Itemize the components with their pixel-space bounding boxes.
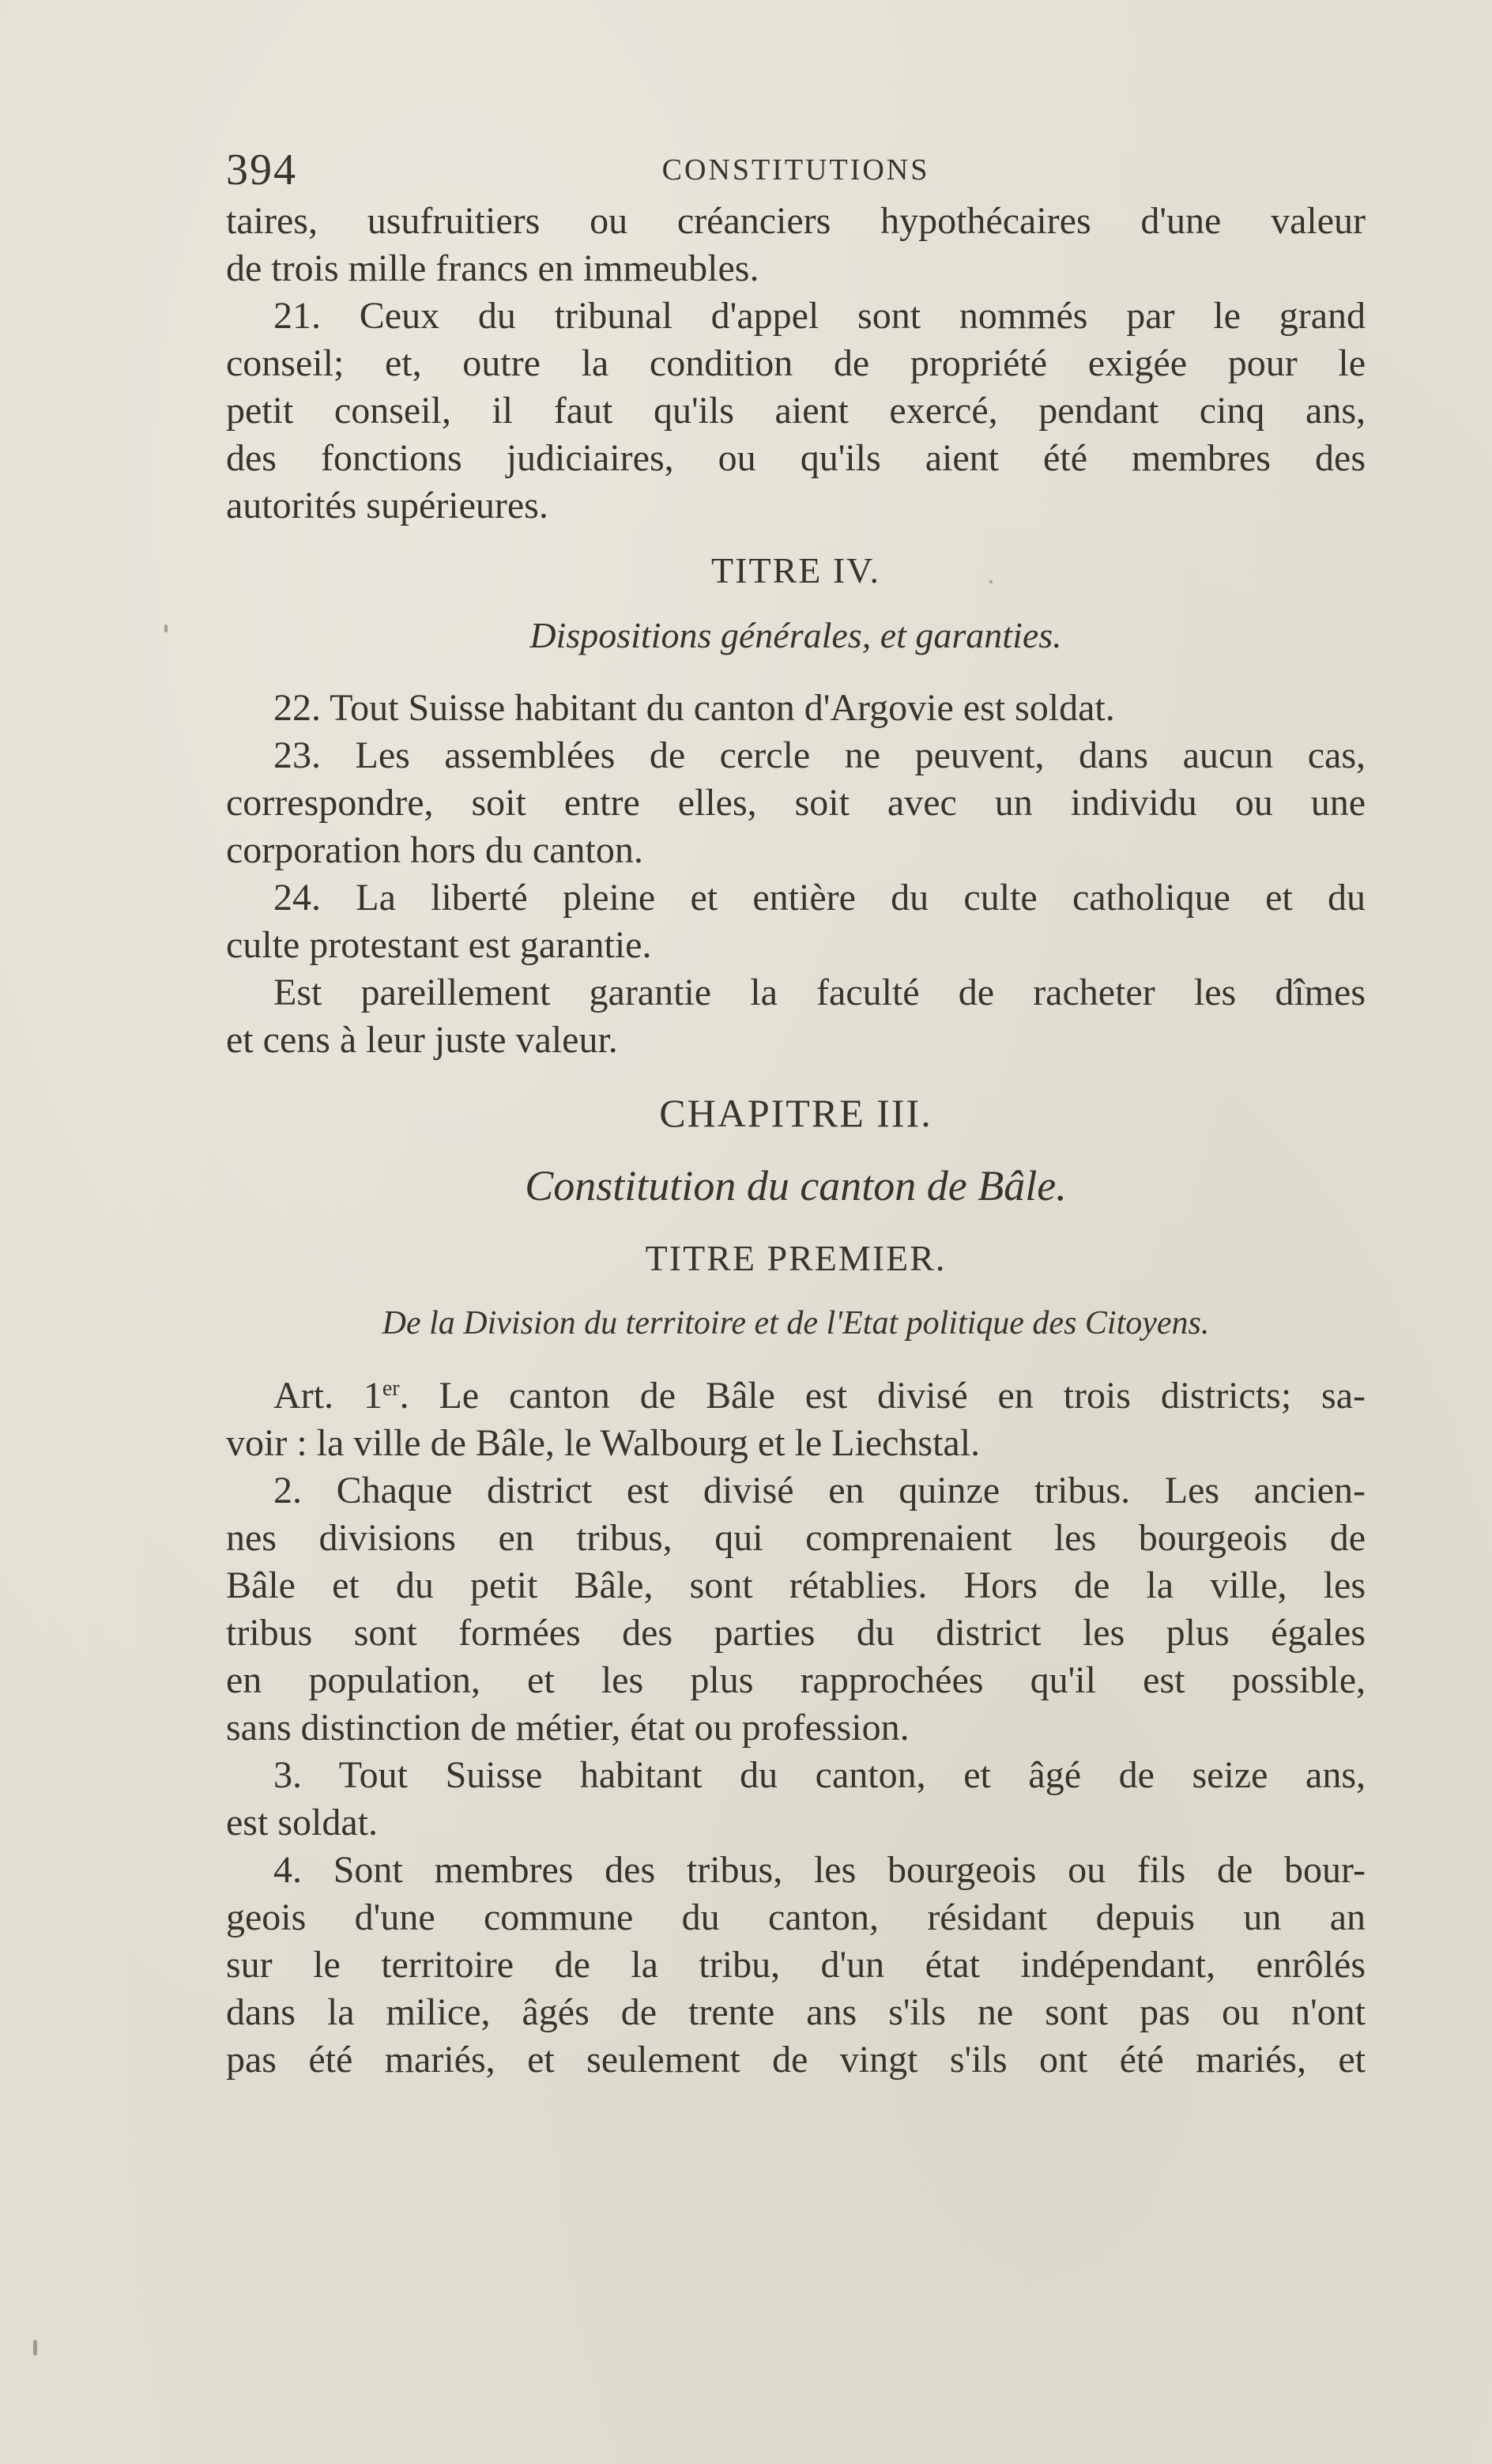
paper-speck	[33, 2340, 37, 2356]
text-line: pas été mariés, et seulement de vingt s'ils ont été mariés, et	[226, 2039, 1366, 2081]
text-line: 24. La liberté pleine et entière du culte catholique et du	[273, 877, 1366, 919]
section-heading: TITRE IV.	[711, 550, 880, 591]
section-heading: TITRE PREMIER.	[645, 1238, 947, 1278]
text-line: Est pareillement garantie la faculté de racheter les dîmes	[273, 972, 1366, 1013]
text-line: 4. Sont membres des tribus, les bourgeois ou fils de bour-	[273, 1849, 1366, 1891]
text-line: corporation hors du canton.	[226, 829, 643, 871]
text-line: taires, usufruitiers ou créanciers hypothécaires d'une valeur	[226, 200, 1366, 242]
text-line: de trois mille francs en immeubles.	[226, 247, 759, 289]
article-text: . Le canton de Bâle est divisé en trois districts; sa-	[399, 1375, 1366, 1417]
text-line: 2. Chaque district est divisé en quinze tribus. Les ancien-	[273, 1470, 1366, 1511]
article-ordinal: er	[382, 1376, 400, 1401]
section-subheading: De la Division du territoire et de l'Etat politique des Citoyens.	[382, 1305, 1210, 1341]
text-line: 22. Tout Suisse habitant du canton d'Argovie est soldat.	[273, 687, 1115, 729]
text-line: nes divisions en tribus, qui comprenaient les bourgeois de	[226, 1517, 1366, 1559]
text-line: sans distinction de métier, état ou profession.	[226, 1707, 910, 1749]
text-line: 21. Ceux du tribunal d'appel sont nommés par le grand	[273, 295, 1366, 337]
text-line: tribus sont formées des parties du district les plus égales	[226, 1612, 1366, 1654]
text-line: en population, et les plus rapprochées qu'il est possible,	[226, 1659, 1366, 1701]
paper-speck	[989, 580, 993, 583]
page-header	[226, 142, 1366, 198]
text-line: dans la milice, âgés de trente ans s'ils ne sont pas ou n'ont	[226, 1991, 1366, 2033]
chapter-heading: CHAPITRE III.	[659, 1091, 932, 1135]
text-line: autorités supérieures.	[226, 485, 548, 526]
page-number: 394	[226, 145, 297, 194]
text-line: et cens à leur juste valeur.	[226, 1019, 618, 1061]
text-line: 3. Tout Suisse habitant du canton, et âgé de seize ans,	[273, 1754, 1366, 1796]
page-body	[226, 198, 1366, 2084]
text-line: conseil; et, outre la condition de propriété exigée pour le	[226, 342, 1366, 384]
paper-speck	[164, 624, 168, 632]
text-line	[226, 1372, 1366, 1420]
text-line: correspondre, soit entre elles, soit avec un individu ou une	[226, 782, 1366, 824]
text-line: culte protestant est garantie.	[226, 924, 652, 966]
text-line: est soldat.	[226, 1802, 378, 1843]
text-line: petit conseil, il faut qu'ils aient exercé, pendant cinq ans,	[226, 390, 1366, 432]
section-subheading: Dispositions générales, et garanties.	[529, 615, 1062, 655]
text-line: voir : la ville de Bâle, le Walbourg et le Liechstal.	[226, 1422, 981, 1464]
text-line: 23. Les assemblées de cercle ne peuvent, dans aucun cas,	[273, 734, 1366, 776]
text-line: Bâle et du petit Bâle, sont rétablies. Hors de la ville, les	[226, 1564, 1366, 1606]
article-label: Art. 1	[273, 1375, 382, 1417]
chapter-subheading: Constitution du canton de Bâle.	[525, 1162, 1067, 1209]
text-line: geois d'une commune du canton, résidant depuis un an	[226, 1896, 1366, 1938]
text-line: des fonctions judiciaires, ou qu'ils aient été membres des	[226, 437, 1366, 479]
text-line: sur le territoire de la tribu, d'un état indépendant, enrôlés	[226, 1944, 1366, 1986]
running-title: CONSTITUTIONS	[661, 153, 930, 187]
